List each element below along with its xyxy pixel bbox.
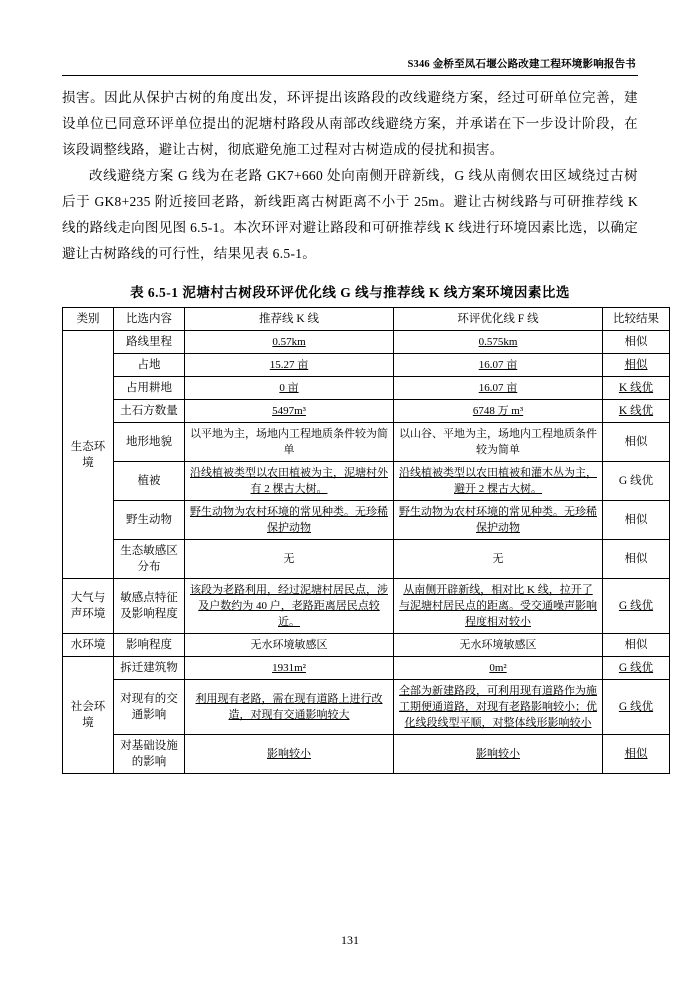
result-value: 相似 (603, 540, 670, 579)
k-value: 沿线植被类型以农田植被为主，泥塘村外有 2 棵古大树。 (185, 462, 394, 501)
result-value: G 线优 (603, 657, 670, 680)
table-row (63, 331, 670, 354)
table-row (63, 540, 670, 579)
k-value: 影响较小 (185, 735, 394, 774)
table-row (63, 423, 670, 462)
result-value: 相似 (603, 423, 670, 462)
table-row (63, 400, 670, 423)
item-label: 土石方数量 (114, 400, 185, 423)
table-header-row (63, 308, 670, 331)
k-value: 0 亩 (185, 377, 394, 400)
header-f-line: 环评优化线 F 线 (394, 308, 603, 331)
k-value: 野生动物为农村环境的常见种类。无珍稀保护动物 (185, 501, 394, 540)
table-caption: 表 6.5-1 泥塘村古树段环评优化线 G 线与推荐线 K 线方案环境因素比选 (130, 285, 570, 300)
header-result: 比较结果 (603, 308, 670, 331)
f-value: 野生动物为农村环境的常见种类。无珍稀保护动物 (394, 501, 603, 540)
item-label: 野生动物 (114, 501, 185, 540)
k-value: 5497m³ (185, 400, 394, 423)
table-row (63, 501, 670, 540)
table-row (63, 657, 670, 680)
item-label: 对基础设施的影响 (114, 735, 185, 774)
item-label: 植被 (114, 462, 185, 501)
header-k-line: 推荐线 K 线 (185, 308, 394, 331)
item-label: 敏感点特征及影响程度 (114, 579, 185, 634)
k-value: 利用现有老路，需在现有道路上进行改造，对现有交通影响较大 (185, 680, 394, 735)
table-row (63, 354, 670, 377)
result-value: G 线优 (603, 579, 670, 634)
table-row (63, 735, 670, 774)
f-value: 无水环境敏感区 (394, 634, 603, 657)
result-value: K 线优 (603, 377, 670, 400)
comparison-table (62, 307, 670, 774)
k-value: 1931m² (185, 657, 394, 680)
page-number: 131 (341, 933, 359, 947)
k-value: 0.57km (185, 331, 394, 354)
k-value: 以平地为主，场地内工程地质条件较为简单 (185, 423, 394, 462)
header-item: 比选内容 (114, 308, 185, 331)
item-label: 占用耕地 (114, 377, 185, 400)
result-value: 相似 (603, 634, 670, 657)
f-value: 16.07 亩 (394, 377, 603, 400)
f-value: 影响较小 (394, 735, 603, 774)
table-row (63, 680, 670, 735)
table-row (63, 462, 670, 501)
item-label: 路线里程 (114, 331, 185, 354)
table-row (63, 377, 670, 400)
k-value: 无 (185, 540, 394, 579)
category-water: 水环境 (63, 634, 114, 657)
result-value: G 线优 (603, 462, 670, 501)
f-value: 从南侧开辟新线，相对比 K 线，拉开了与泥塘村居民点的距离。受交通噪声影响程度相对较小 (394, 579, 603, 634)
category-ecology: 生态环境 (63, 331, 114, 579)
item-label: 对现有的交通影响 (114, 680, 185, 735)
result-value: K 线优 (603, 400, 670, 423)
k-value: 15.27 亩 (185, 354, 394, 377)
item-label: 占地 (114, 354, 185, 377)
paragraph-2: 改线避绕方案 G 线为在老路 GK7+660 处向南侧开辟新线，G 线从南侧农田区域绕过古树后于 GK8+235 附近接回老路，新线距离古树距离不小于 25m。避让古树线路与可研推荐线 K 线的路线走向图见图 6.5-1。本次环评对避让路段和可研推荐线 K 线进行环境因素比选，以确定避让古树路线的可行性，结果见表 6.5-1。 (62, 168, 638, 261)
item-label: 地形地貌 (114, 423, 185, 462)
result-value: 相似 (603, 354, 670, 377)
category-social: 社会环境 (63, 657, 114, 774)
result-value: 相似 (603, 501, 670, 540)
k-value: 无水环境敏感区 (185, 634, 394, 657)
header-category: 类别 (63, 308, 114, 331)
result-value: 相似 (603, 331, 670, 354)
f-value: 0.575km (394, 331, 603, 354)
f-value: 全部为新建路段，可利用现有道路作为施工期便通道路，对现有老路影响较小；优化线段线型平顺，对整体线形影响较小 (394, 680, 603, 735)
f-value: 无 (394, 540, 603, 579)
k-value: 该段为老路利用，经过泥塘村居民点，涉及户数约为 40 户，老路距离居民点较近。 (185, 579, 394, 634)
f-value: 以山谷、平地为主，场地内工程地质条件较为简单 (394, 423, 603, 462)
paragraph-1: 损害。因此从保护古树的角度出发，环评提出该路段的改线避绕方案，经过可研单位完善，建设单位已同意环评单位提出的泥塘村路段从南部改线避绕方案，并承诺在下一步设计阶段，在该段调整线路，避让古树，彻底避免施工过程对古树造成的侵扰和损害。 (62, 90, 638, 157)
header-divider (62, 75, 638, 76)
result-value: G 线优 (603, 680, 670, 735)
table-row (63, 579, 670, 634)
result-value: 相似 (603, 735, 670, 774)
item-label: 拆迁建筑物 (114, 657, 185, 680)
f-value: 0m² (394, 657, 603, 680)
item-label: 生态敏感区分布 (114, 540, 185, 579)
f-value: 6748 万 m³ (394, 400, 603, 423)
f-value: 沿线植被类型以农田植被和灌木丛为主，避开 2 棵古大树。 (394, 462, 603, 501)
f-value: 16.07 亩 (394, 354, 603, 377)
category-air-noise: 大气与声环境 (63, 579, 114, 634)
item-label: 影响程度 (114, 634, 185, 657)
page-header: S346 金桥至凤石堰公路改建工程环境影响报告书 (407, 59, 636, 70)
table-row (63, 634, 670, 657)
